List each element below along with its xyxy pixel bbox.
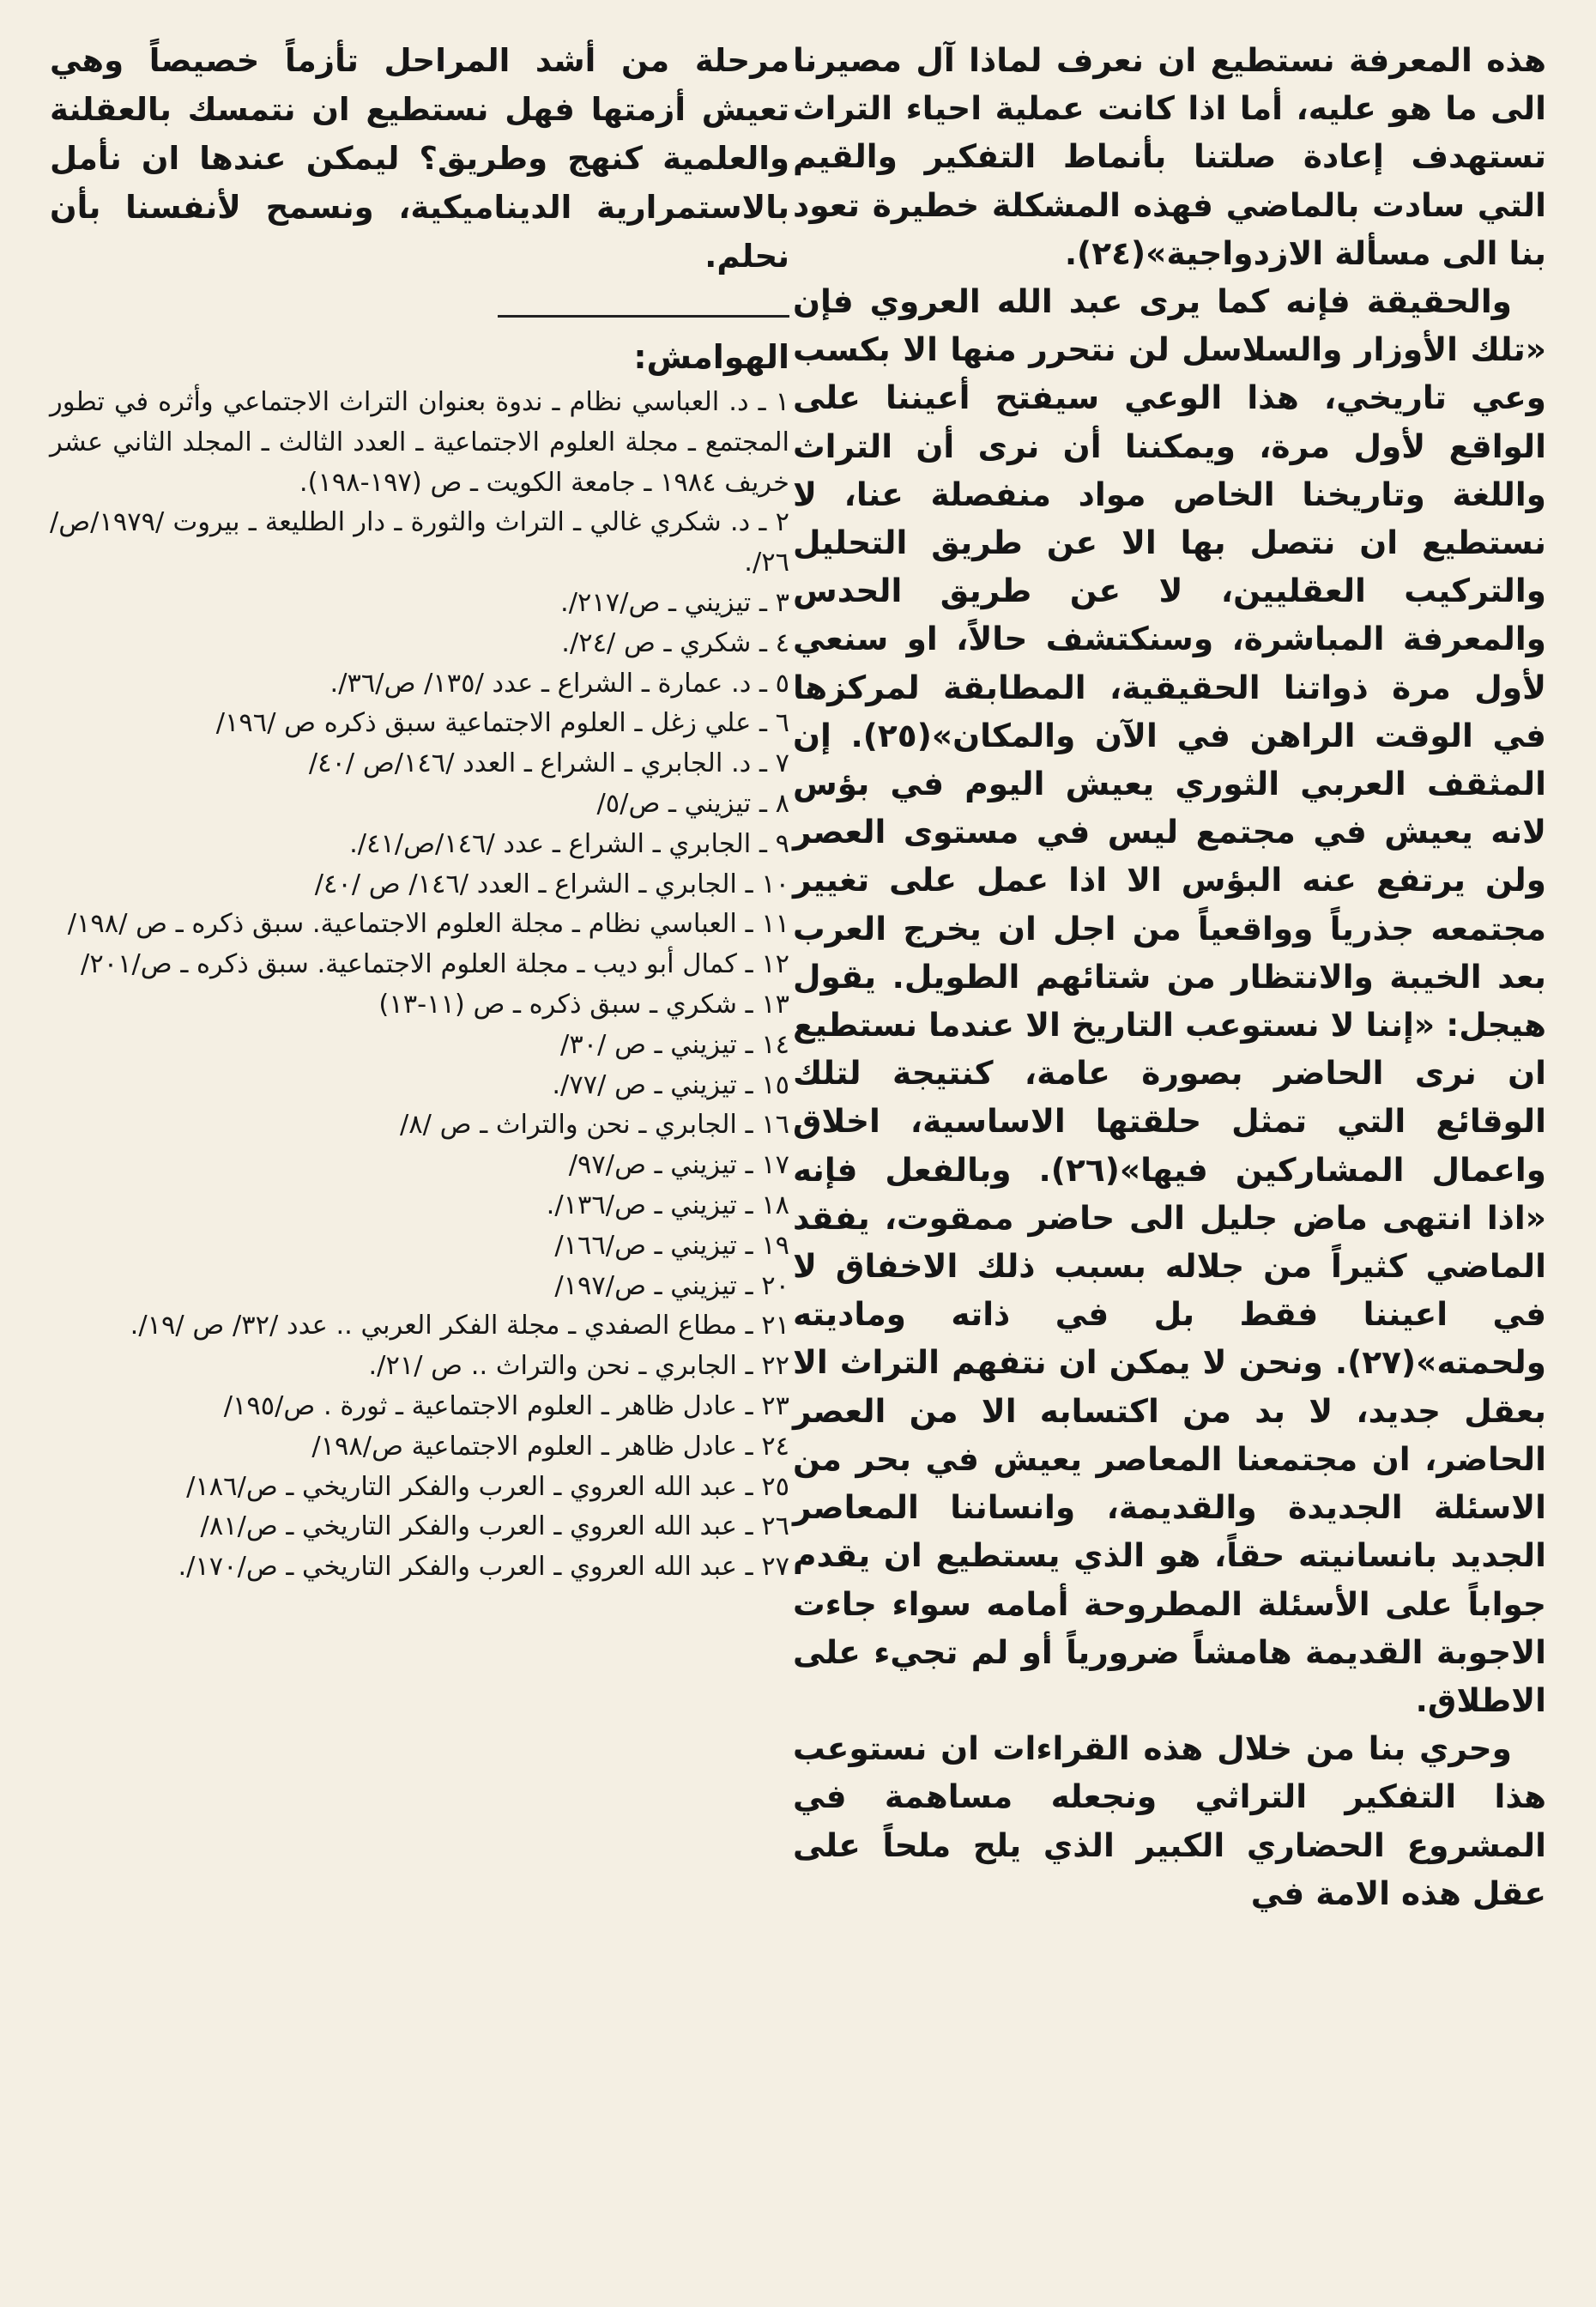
footnote: ٢٢ ـ الجابري ـ نحن والتراث .. ص /٢١/. [368,1351,789,1382]
footnote: ٢٧ ـ عبد الله العروي ـ العرب والفكر التاريخي ـ ص/١٧٠/. [178,1552,789,1583]
footnote: ٥ ـ د. عمارة ـ الشراع ـ عدد /١٣٥/ ص/٣٦/. [329,668,789,699]
footnote: ٨ ـ تيزيني ـ ص/٥/ [596,788,789,819]
footnote: ٢٠ ـ تيزيني ـ ص/١٩٧/ [554,1270,789,1301]
footnote: ١٣ ـ شكري ـ سبق ذكره ـ ص (١١-١٣) [378,989,789,1020]
footnotes-list [50,383,789,1588]
notes-column [50,36,789,1588]
footnote: ١٥ ـ تيزيني ـ ص /٧٧/. [552,1069,789,1100]
footnote: ٢ ـ د. شكري غالي ـ التراث والثورة ـ دار الطليعة ـ بيروت /١٩٧٩/ص/٢٦/. [50,507,789,578]
footnote: ٢٤ ـ عادل ظاهر ـ العلوم الاجتماعية ص/١٩٨/ [311,1431,789,1462]
footnotes-heading: الهوامش: [633,338,789,376]
footnote: ٢٦ ـ عبد الله العروي ـ العرب والفكر التاريخي ـ ص/٨١/ [200,1511,789,1542]
footnote: ٢٣ ـ عادل ظاهر ـ العلوم الاجتماعية ـ ثورة . ص/١٩٥/ [223,1390,789,1421]
footnote: ٦ ـ علي زغل ـ العلوم الاجتماعية سبق ذكره ص /١٩٦/ [215,708,789,739]
footnote: ٤ ـ شكري ـ ص /٢٤/. [561,627,789,658]
paragraph: والحقيقة فإنه كما يرى عبد الله العروي فإن «تلك الأوزار والسلاسل لن نتحرر منها الا بكسب وعي تاريخي، هذا الوعي سيفتح أعيننا على الواقع لأول مرة، ويمكننا أن نرى أن التراث واللغة وتاريخنا الخاص مواد منفصلة عنا، لا نستطيع ان نتصل بها الا عن طريق التحليل والتركيب العقليين، لا عن طريق الحدس والمعرفة المباشرة، وسنكتشف حالاً، او سنعي لأول مرة ذواتنا الحقيقية، المطابقة لمركزها في الوقت الراهن في الآن والمكان»(٢٥). إن المثقف العربي الثوري يعيش اليوم في بؤس لانه يعيش في مجتمع ليس في مستوى العصر ولن يرتفع عنه البؤس الا اذا عمل على تغيير مجتمعه جذرياً وواقعياً من اجل ان يخرج العرب بعد الخيبة والانتظار من شتائهم الطويل. يقول هيجل: «إننا لا نستوعب التاريخ الا عندما نستطيع ان نرى الحاضر بصورة عامة، كنتيجة لتلك الوقائع التي تمثل حلقتها الاساسية، اخلاق واعمال المشاركين فيها»(٢٦). وبالفعل فإنه «اذا انتهى ماض جليل الى حاضر ممقوت، يفقد الماضي كثيراً من جلاله بسبب ذلك الاخفاق لا في اعيننا فقط بل في ذاته وماديته ولحمته»(٢٧). ونحن لا يمكن ان نتفهم التراث الا بعقل جديد، لا بد من اكتسابه الا من العصر الحاضر، ان مجتمعنا المعاصر يعيش في بحر من الاسئلة الجديدة والقديمة، وانساننا المعاصر الجديد بانسانيته حقاً، هو الذي يستطيع ان يقدم جواباً على الأسئلة المطروحة أمامه سواء جاءت الاجوبة القديمة هامشاً ضرورياً أو لم تجيء على الاطلاق. [793,282,1546,1719]
paragraph: هذه المعرفة نستطيع ان نعرف لماذا آل مصيرنا الى ما هو عليه، أما اذا كانت عملية احياء التراث تستهدف إعادة صلتنا بأنماط التفكير والقيم التي سادت بالماضي فهذه المشكلة خطيرة تعود بنا الى مسألة الازدواجية»(٢٤). [793,41,1546,272]
footnote: ٢٥ ـ عبد الله العروي ـ العرب والفكر التاريخي ـ ص/١٨٦/ [186,1471,789,1502]
closing-paragraph: مرحلة من أشد المراحل تأزماً خصيصاً وهي تعيش أزمتها فهل نستطيع ان نتمسك بالعقلنة والعلمية كنهج وطريق؟ ليمكن عندها ان نأمل بالاستمرارية الديناميكية، ونسمح لأنفسنا بأن نحلم. [50,42,789,275]
footnote: ٢١ ـ مطاع الصفدي ـ مجلة الفكر العربي .. عدد /٣٢/ ص /١٩/. [130,1311,789,1341]
paragraph: وحري بنا من خلال هذه القراءات ان نستوعب هذا التفكير التراثي ونجعله مساهمة في المشروع الحضاري الكبير الذي يلح ملحاً على عقل هذه الامة في [793,1729,1546,1912]
footnote: ١٩ ـ تيزيني ـ ص/١٦٦/ [554,1230,789,1261]
footnote: ٣ ـ تيزيني ـ ص/٢١٧/. [560,587,789,618]
footnote: ١٦ ـ الجابري ـ نحن والتراث ـ ص /٨/ [399,1110,789,1141]
footnote: ٧ ـ د. الجابري ـ الشراع ـ العدد /١٤٦/ص /٤٠/ [308,748,789,779]
footnote: ١٠ ـ الجابري ـ الشراع ـ العدد /١٤٦/ ص /٤٠/ [314,869,789,899]
footnote: ١٨ ـ تيزيني ـ ص/١٣٦/. [546,1190,789,1220]
main-text-column [793,36,1546,1917]
footnote: ١٧ ـ تيزيني ـ ص/٩٧/ [568,1150,789,1181]
footnote: ١١ ـ العباسي نظام ـ مجلة العلوم الاجتماعية. سبق ذكره ـ ص /١٩٨/ [67,909,789,940]
section-divider [498,315,789,318]
footnote: ٩ ـ الجابري ـ الشراع ـ عدد /١٤٦/ص/٤١/. [349,828,789,859]
footnote: ١٢ ـ كمال أبو ديب ـ مجلة العلوم الاجتماعية. سبق ذكره ـ ص/٢٠١/ [81,949,789,980]
footnote: ١٤ ـ تيزيني ـ ص /٣٠/ [560,1029,789,1060]
footnote: ١ ـ د. العباسي نظام ـ ندوة بعنوان التراث الاجتماعي وأثره في تطور المجتمع ـ مجلة العلوم الاجتماعية ـ العدد الثالث ـ المجلد الثاني عشر خريف ١٩٨٤ ـ جامعة الكويت ـ ص (١٩٧-١٩٨). [50,387,789,498]
